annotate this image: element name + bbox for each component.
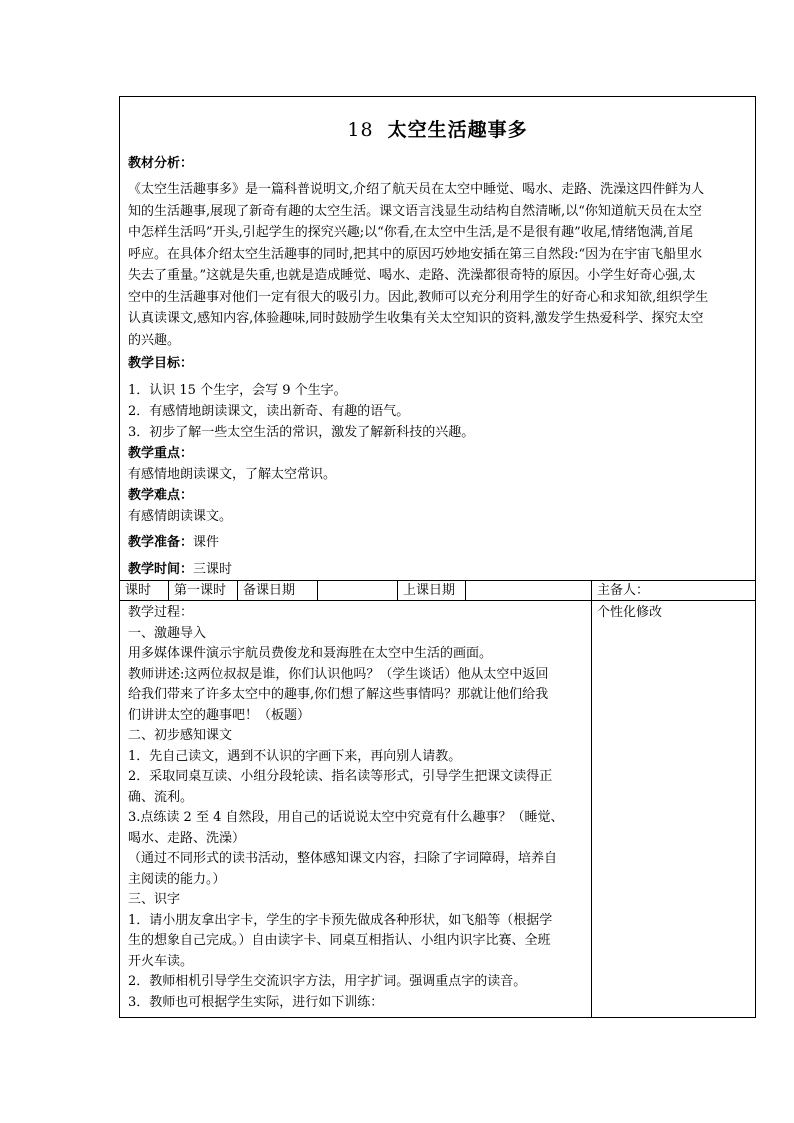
process-line: 1．先自己读文，遇到不认识的字画下来，再向别人请教。 (128, 748, 462, 764)
personal-revision-column (591, 601, 756, 1017)
lesson-number: 18 (347, 119, 374, 141)
difficulty-heading: 教学难点： (128, 488, 194, 503)
process-line: 2．采取同桌互读、小组分段轮读、指名读等形式，引导学生把课文读得正 (128, 769, 553, 784)
process-line: 3．教师也可根据学生实际，进行如下训练： (128, 994, 384, 1010)
analysis-line: 《太空生活趣事多》是一篇科普说明文,介绍了航天员在太空中睡觉、喝水、走路、洗澡这四件鲜为人 (128, 182, 705, 197)
keypoint-heading: 教学重点： (128, 446, 194, 461)
goal-item: 2．有感情地朗读课文，读出新奇、有趣的语气。 (128, 404, 410, 419)
analysis-line: 知的生活趣事,展现了新奇有趣的太空生活。课文语言浅显生动结构自然清晰,以“你知道航天员在太空 (128, 203, 702, 219)
process-line: 生的想象自己完成。）自由读字卡、同桌互相指认、小组内识字比赛、全班 (128, 933, 551, 948)
class-date-label: 上课日期 (403, 583, 456, 598)
process-line: 开火车读。 (128, 953, 194, 969)
analysis-line: 中怎样生活吗”开头,引起学生的探究兴趣;以“你看,在太空中生活,是不是很有趣”收尾,情绪饱满,首尾 (128, 225, 693, 240)
lesson-title: 太空生活趣事多 (387, 119, 528, 141)
side-note: 个性化修改 (597, 605, 663, 620)
goals-heading: 教学目标： (128, 356, 194, 371)
analysis-line: 的兴趣。 (128, 332, 181, 348)
prep-date-value (318, 581, 397, 600)
difficulty-text: 有感情朗读课文。 (128, 509, 233, 524)
process-line: 主阅读的能力。） (128, 871, 226, 887)
process-line: 们讲讲太空的趣事吧！（板题） (128, 707, 311, 723)
preparation-text: 课件 (193, 535, 220, 550)
process-line: 教学过程： (128, 605, 194, 620)
process-line: 确、流利。 (128, 789, 194, 805)
preparation-row (128, 532, 754, 553)
analysis-line: 呼应。在具体介绍太空生活趣事的同时,把其中的原因巧妙地安插在第三自然段:“因为在宇宙飞船里水 (128, 246, 703, 262)
process-line: 给我们带来了许多太空中的趣事,你们想了解这些事情吗？那就让他们给我 (128, 687, 549, 702)
lesson-plan-page (119, 96, 756, 1018)
process-line: 用多媒体课件演示宇航员费俊龙和聂海胜在太空中生活的画面。 (128, 646, 493, 661)
goal-item: 1．认识 15 个生字，会写 9 个生字。 (128, 383, 347, 398)
prep-date-label: 备课日期 (243, 583, 296, 598)
analysis-heading: 教材分析： (128, 156, 194, 171)
process-line: 三、识字 (128, 892, 181, 907)
process-line: 喝水、走路、洗澡） (128, 830, 246, 846)
goal-item: 3．初步了解一些太空生活的常识，激发了解新科技的兴趣。 (128, 425, 475, 440)
process-line: 1．请小朋友拿出字卡，学生的字卡预先做成各种形状，如飞船等（根据学 (128, 912, 553, 928)
page-title (120, 115, 755, 142)
process-line: 2．教师相机引导学生交流识字方法，用字扩词。强调重点字的读音。 (128, 974, 527, 989)
lesson-overview (120, 97, 755, 580)
time-text: 三课时 (193, 562, 233, 577)
process-line: 3.点练读 2 至 4 自然段，用自己的话说说太空中究竟有什么趣事？（睡觉、 (128, 810, 564, 825)
teaching-process (120, 601, 591, 1017)
schedule-header-row (120, 580, 755, 601)
process-line: 二、初步感知课文 (128, 728, 233, 743)
process-line: （通过不同形式的读书活动，整体感知课文内容，扫除了字词障碍，培养自 (128, 851, 558, 866)
period-value: 第一课时 (174, 583, 227, 598)
time-row (128, 559, 754, 580)
process-line: 教师讲述:这两位叔叔是谁，你们认识他吗？（学生谈话）他从太空中返回 (128, 666, 549, 682)
analysis-line: 空中的生活趣事对他们一定有很大的吸引力。因此,教师可以充分利用学生的好奇心和求知欲,组织学生 (128, 289, 709, 305)
analysis-line: 失去了重量。”这就是失重,也就是造成睡觉、喝水、走路、洗澡都很奇特的原因。小学生好奇心强,太 (128, 268, 696, 283)
period-label: 课时 (125, 583, 152, 598)
analysis-paragraph (128, 179, 754, 351)
process-line: 一、激趣导入 (128, 625, 207, 641)
keypoint-text: 有感情地朗读课文，了解太空常识。 (128, 467, 337, 482)
process-text (128, 603, 563, 1013)
class-date-value (466, 581, 591, 600)
time-heading: 教学时间： (128, 562, 194, 577)
analysis-line: 认真读课文,感知内容,体验趣味,同时鼓励学生收集有关太空知识的资料,激发学生热爱科学、探究太空 (128, 311, 704, 326)
preparation-heading: 教学准备： (128, 535, 194, 550)
preparer-label: 主备人： (597, 583, 650, 598)
